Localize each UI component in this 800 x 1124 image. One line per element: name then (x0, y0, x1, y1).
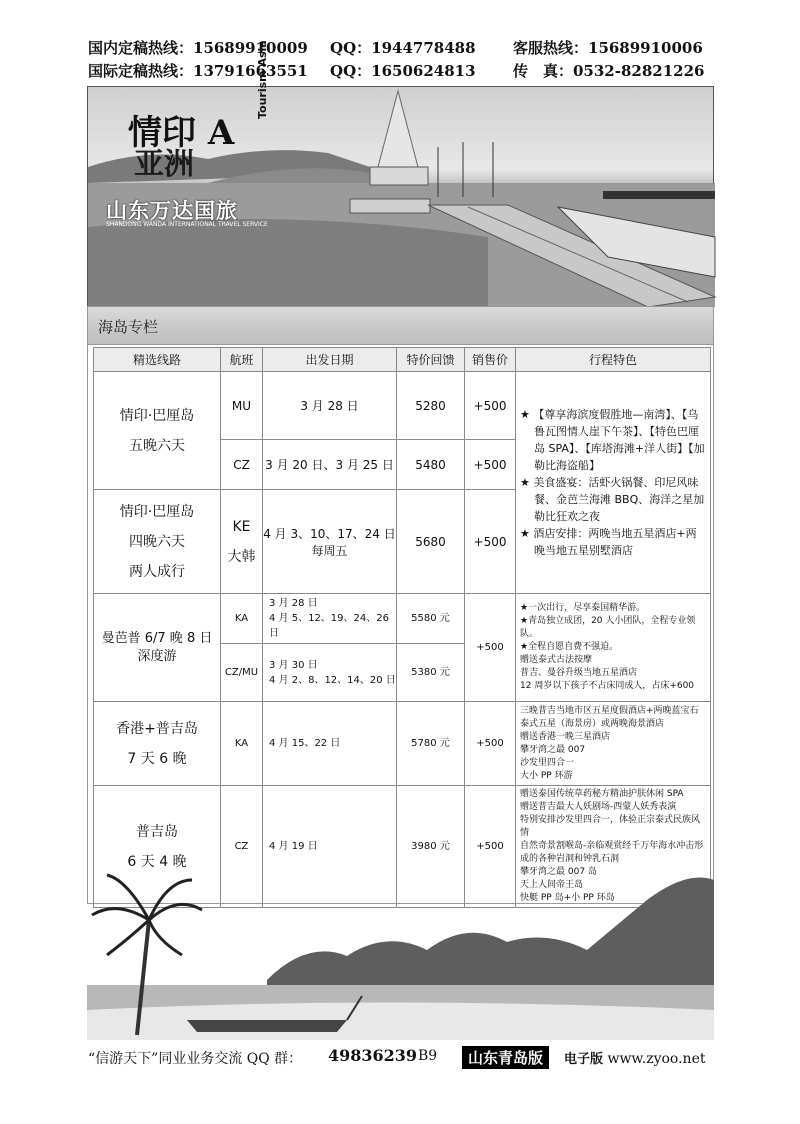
tour-table (93, 347, 711, 908)
edition-label: 电子版 (564, 1052, 604, 1067)
table-row (94, 594, 711, 644)
domestic-hotline: 国内定稿热线：15689910009 (88, 39, 308, 57)
date-cell: 3 月 20 日、3 月 25 日 (263, 440, 397, 490)
beach-palm-boat-scenery (87, 860, 714, 1040)
brand-english: SHANDONG WANDA INTERNATIONAL TRAVEL SERVICE (106, 221, 268, 228)
brand-name: 山东万达国旅 (106, 199, 238, 223)
page-number: B9 (418, 1048, 438, 1064)
route-cell: 普吉岛 6 天 4 晚 (94, 786, 221, 908)
sale-cell: +500 (465, 372, 516, 440)
flight-cell: KE 大韩 (221, 490, 263, 594)
date-cell: 3 月 30 日 4 月 2、8、12、14、20 日 (263, 644, 397, 702)
table-row (94, 702, 711, 786)
header-features: 行程特色 (516, 348, 711, 372)
edition-badge: 山东青岛版 (462, 1046, 549, 1069)
international-hotline: 国际定稿热线：13791663551 (88, 62, 308, 80)
sale-cell: +500 (465, 440, 516, 490)
website-link[interactable]: www.zyoo.net (607, 1051, 706, 1067)
sale-cell: +500 (465, 490, 516, 594)
date-cell: 3 月 28 日 4 月 5、12、19、24、26 日 (263, 594, 397, 644)
features-cell: 三晚普吉当地市区五星度假酒店+两晚蓝宝石泰式五星（海景房）或两晚海景酒店 赠送香港一晚三星酒店 攀牙湾之最 007 沙发里四合一 大小 PP 环游 (516, 702, 711, 786)
logo-text: 情印 A (128, 113, 235, 153)
sale-cell: +500 (465, 786, 516, 908)
service-hotline: 客服热线：15689910006 (513, 39, 703, 57)
route-cell: 情印·巴厘岛 五晚六天 (94, 372, 221, 490)
footer (88, 1046, 718, 1070)
features-cell: 赠送泰国传统草药秘方精油护肤休闲 SPA 赠送普吉最大人妖剧场-西蒙人妖秀表演 特别安排沙发里四合一，体验正宗泰式民族风情 自然奇景割喉岛-亲临观赏经千万年海水冲击形成的各种岩洞和钟乳石洞 攀牙湾之最 007 岛 天上人间帝王岛 快艇 PP 岛+小 PP 环岛 (516, 786, 711, 908)
price-cell: 5280 (397, 372, 465, 440)
table-header-row (94, 348, 711, 372)
sale-cell: +500 (465, 702, 516, 786)
island-column-panel (87, 306, 714, 904)
flight-cell: MU (221, 372, 263, 440)
table-row (94, 372, 711, 440)
section-header (88, 307, 713, 345)
date-cell: 3 月 28 日 (263, 372, 397, 440)
qq-2: QQ：1650624813 (330, 62, 476, 80)
section-title: 海岛专栏 (98, 318, 159, 336)
header-route: 精选线路 (94, 348, 221, 372)
sale-cell: +500 (465, 594, 516, 702)
route-cell: 香港+普吉岛 7 天 6 晚 (94, 702, 221, 786)
route-cell: 情印·巴厘岛 四晚六天 两人成行 (94, 490, 221, 594)
flight-cell: CZ/MU (221, 644, 263, 702)
header-flight: 航班 (221, 348, 263, 372)
price-cell: 5380 元 (397, 644, 465, 702)
qq-1: QQ：1944778488 (330, 39, 476, 57)
flight-cell: CZ (221, 440, 263, 490)
header-date: 出发日期 (263, 348, 397, 372)
price-cell: 5480 (397, 440, 465, 490)
flight-cell: KA (221, 594, 263, 644)
website (564, 1048, 705, 1067)
flight-cell: KA (221, 702, 263, 786)
price-cell: 3980 元 (397, 786, 465, 908)
price-cell: 5580 元 (397, 594, 465, 644)
header-sale-price: 销售价 (465, 348, 516, 372)
date-cell: 4 月 15、22 日 (263, 702, 397, 786)
header-special-price: 特价回馈 (397, 348, 465, 372)
logo-asia: 亚洲 (134, 147, 194, 182)
route-cell: 曼芭普 6/7 晚 8 日 深度游 (94, 594, 221, 702)
date-cell: 4 月 3、10、17、24 日 每周五 (263, 490, 397, 594)
footer-qq-group: 49836239 (328, 1046, 418, 1065)
footer-text: “信游天下”同业业务交流 QQ 群： (88, 1051, 303, 1067)
fax-number: 传 真：0532-82821226 (513, 62, 705, 80)
features-cell: ★ 【尊享海滨度假胜地—南湾】、【乌鲁瓦图情人崖下午茶】、【特色巴厘岛 SPA】、【库塔海滩+洋人街】【加勒比海盗船】 ★ 美食盛宴：活虾火锅餐、印尼风味餐、金芭兰海滩 BBQ、海洋之星加勒比狂欢之夜 ★ 酒店安排：两晚当地五星酒店+两晚当地五星别墅酒店 (516, 372, 711, 594)
price-cell: 5680 (397, 490, 465, 594)
logo-english: Tourism Asia (256, 40, 269, 119)
price-cell: 5780 元 (397, 702, 465, 786)
date-cell: 4 月 19 日 (263, 786, 397, 908)
flight-cell: CZ (221, 786, 263, 908)
features-cell: ★一次出行，尽享泰国精华游。 ★青岛独立成团，20 人小团队，全程专业领队。 ★全程自愿自费不强迫。 赠送泰式古法按摩 普吉、曼谷升级当地五星酒店 12 周岁以下孩子不占床同成人，占床+600 (516, 594, 711, 702)
